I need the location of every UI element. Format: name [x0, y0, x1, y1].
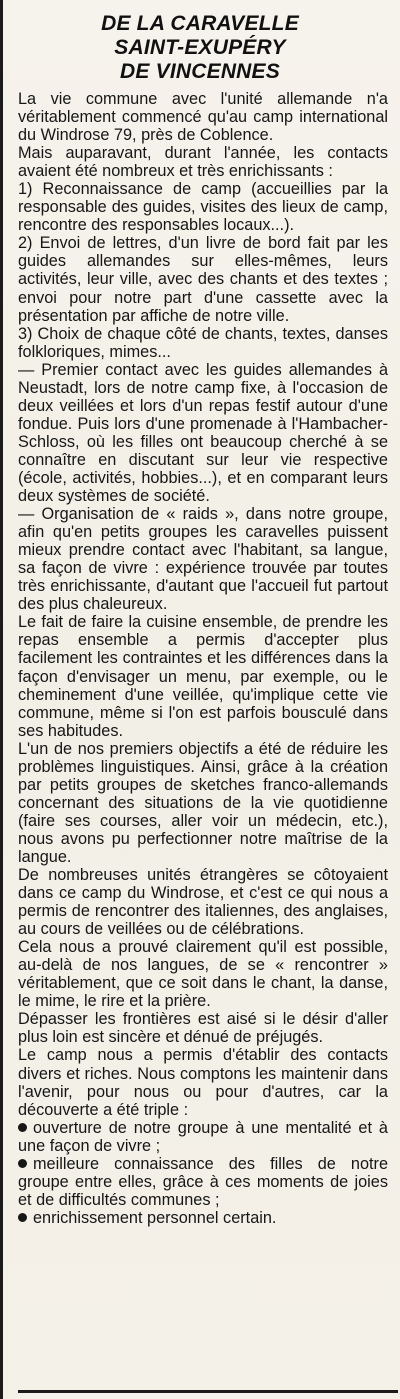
paragraph: Le fait de faire la cuisine ensemble, de prendre les repas ensemble a permis d'accepter plus facilement les contraintes et les différences dans la façon d'envisager un menu, par exemple, ou le cheminement d'une veillée, qu'implique cette vie commune, même si l'on est parfois bousculé dans ses habitudes. — [18, 613, 388, 740]
paragraph: L'un de nos premiers objectifs a été de réduire les problèmes linguistiques. Ainsi, grâce à la création par petits groupes de sketches franco-allemands concernant des situations de la vie quotidienne (faire ses courses, aller voir un médecin, etc.), nous avons pu perfectionner notre maîtrise de la langue. — [18, 739, 388, 866]
article-title — [60, 12, 340, 84]
paragraph: — Premier contact avec les guides allemandes à Neustadt, lors de notre camp fixe, à l'occasion de deux veillées et lors d'un repas festif autour d'une fondue. Puis lors d'une promenade à l'Hambacher-Schloss, où les filles ont beaucoup cherché à se connaître en discutant sur leur vie respective (école, activités, hobbies...), et en comparant leurs deux systèmes de société. — [18, 360, 388, 506]
paragraph: — Organisation de « raids », dans notre groupe, afin qu'en petits groupes les caravelles puissent mieux prendre contact avec l'habitant, sa langue, sa façon de vivre : expérience trouvée par toutes très enrichissante, d'autant que l'accueil fut partout des plus chaleureux. — [18, 505, 388, 614]
bullet-icon — [18, 1159, 27, 1168]
paragraph: La vie commune avec l'unité allemande n'a véritablement commencé qu'au camp international du Windrose 79, près de Coblence. — [18, 90, 388, 145]
title-line-2: SAINT-EXUPÉRY — [114, 36, 286, 59]
bullet-text: enrichissement personnel certain. — [33, 1208, 277, 1227]
bullet-icon — [18, 1213, 27, 1222]
paragraph: 3) Choix de chaque côté de chants, textes, danses folkloriques, mimes... — [18, 324, 388, 361]
bullet-icon — [18, 1123, 27, 1132]
article-body — [18, 90, 388, 1227]
bullet-item — [18, 1119, 388, 1155]
bullet-text: ouverture de notre groupe à une mentalité et à une façon de vivre ; — [18, 1118, 388, 1155]
paragraph: 1) Reconnaissance de camp (accueillies par la responsable des guides, visites des lieux de camp, rencontre des responsables locaux...). — [18, 180, 388, 235]
paragraph: Mais auparavant, durant l'année, les contacts avaient été nombreux et très enrichissants : — [18, 144, 388, 181]
paragraph: Le camp nous a permis d'établir des contacts divers et riches. Nous comptons les maintenir dans l'avenir, pour nous ou pour d'autres, car la découverte a été triple : — [18, 1046, 388, 1119]
bullet-text: meilleure connaissance des filles de notre groupe entre elles, grâce à ces moments de joies et de difficultés communes ; — [18, 1154, 388, 1209]
page-edge — [0, 0, 3, 1399]
paragraph: 2) Envoi de lettres, d'un livre de bord fait par les guides allemandes sur elles-mêmes, leurs activités, leur ville, avec des chants et des textes ; envoi pour notre part d'une cassette avec la présentation par affiche de notre ville. — [18, 234, 388, 325]
bullet-item — [18, 1209, 388, 1227]
paragraph: Cela nous a prouvé clairement qu'il est possible, au-delà de nos langues, de se « rencontrer » véritablement, que ce soit dans le chant, la danse, le mime, le rire et la prière. — [18, 938, 388, 1011]
title-line-3: DE VINCENNES — [120, 60, 280, 83]
paragraph: Dépasser les frontières est aisé si le désir d'aller plus loin est sincère et dénué de préjugés. — [18, 1010, 388, 1047]
bottom-rule — [18, 1390, 398, 1393]
paragraph: De nombreuses unités étrangères se côtoyaient dans ce camp du Windrose, et c'est ce qui nous a permis de rencontrer des italiennes, des anglaises, au cours de veillées ou de célébrations. — [18, 866, 388, 939]
bullet-item — [18, 1155, 388, 1209]
title-line-1: DE LA CARAVELLE — [101, 12, 299, 35]
